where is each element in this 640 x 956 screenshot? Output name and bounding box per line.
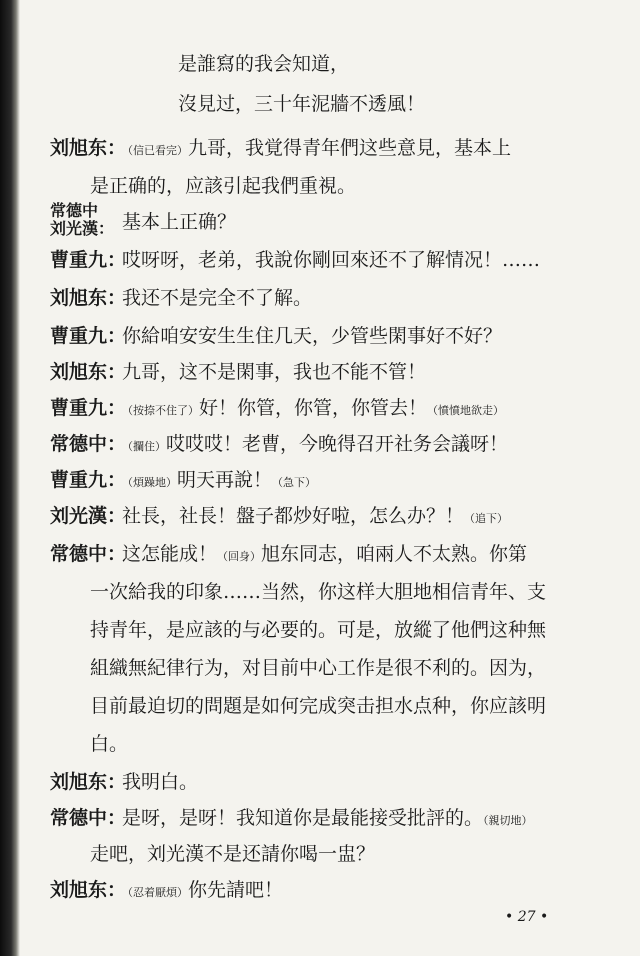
script-page (50, 52, 610, 912)
dialogue-line: （煩躁地）明天再說！（急下） (122, 469, 317, 491)
dialogue-line: （忍着厭煩）你先請吧！ (122, 879, 284, 901)
speaker-name: 曹重九： (50, 469, 127, 491)
dialogue-continuation: 是正确的，应該引起我們重視。 (90, 175, 357, 197)
speaker-name: 曹重九： (50, 397, 127, 419)
speaker-name-stacked (50, 202, 114, 238)
dialogue-continuation: 持青年，是应該的与必要的。可是，放縱了他們这种無 (90, 619, 547, 641)
dialogue-continuation: 一次給我的印象……当然，你这样大胆地相信青年、支 (90, 581, 547, 603)
dialogue-line: 九哥，这不是閑事，我也不能不管！ (122, 361, 427, 383)
stage-direction: （按捺不住了） (122, 404, 199, 417)
speaker-name: 常德中 (50, 201, 99, 220)
dialogue-line: 你給咱安安生生住几天，少管些閑事好不好？ (122, 325, 503, 347)
dialogue-continuation: 組織無紀律行为，对目前中心工作是很不利的。因为， (90, 657, 547, 679)
dialogue-line: （信已看完）九哥，我覚得青年們这些意見，基本上 (122, 137, 512, 159)
stage-direction: （信已看完） (122, 144, 188, 157)
book-binding-shadow (0, 0, 20, 956)
dialogue-line: 我还不是完全不了解。 (122, 287, 313, 309)
dialogue-line: 我明白。 (122, 771, 199, 793)
stage-direction: （憤憤地欲走） (427, 404, 505, 417)
speaker-name: 刘旭东： (50, 287, 127, 309)
dialogue-line: 哎呀呀，老弟，我說你剛回來还不了解情况！…… (122, 249, 541, 271)
dialogue-continuation: 目前最迫切的問題是如何完成突击担水点种，你应該明 (90, 695, 547, 717)
dialogue-continuation: 白。 (90, 733, 129, 755)
speaker-name: 刘旭东： (50, 879, 127, 901)
stage-direction: （回身） (217, 550, 262, 563)
dialogue-line: （按捺不住了）好！你管，你管，你管去！（憤憤地欲走） (122, 397, 505, 419)
dialogue-continuation: 走吧，刘光漢不是还請你喝一盅？ (90, 843, 376, 865)
page-number: • 27 • (505, 909, 549, 925)
speaker-name: 常德中： (50, 543, 127, 565)
stage-direction: （煩躁地） (122, 476, 177, 489)
speaker-name: 常德中： (50, 807, 127, 829)
speaker-name: 刘旭东： (50, 361, 127, 383)
stage-direction: （攔住） (122, 440, 166, 453)
stage-direction: （親切地） (483, 814, 533, 827)
speaker-name: 刘光漢： (50, 505, 127, 527)
stage-direction: （追下） (464, 512, 509, 525)
dialogue-line: 是呀，是呀！我知道你是最能接受批評的。（親切地） (122, 807, 533, 829)
speaker-name: 刘旭东： (50, 137, 127, 159)
speaker-name: 常德中： (50, 433, 127, 455)
poem-line: 是誰寫的我会知道， (178, 53, 350, 75)
stage-direction: （忍着厭煩） (122, 886, 188, 899)
speaker-name: 曹重九： (50, 249, 127, 271)
speaker-name: 曹重九： (50, 325, 127, 347)
dialogue-line: 基本上正确？ (122, 211, 237, 233)
dialogue-line: 这怎能成！（回身）旭东同志，咱兩人不太熟。你第 (122, 543, 528, 565)
speaker-name: 刘旭东： (50, 771, 127, 793)
dialogue-line: 社長，社長！盤子都炒好啦，怎么办？！（追下） (122, 505, 509, 527)
dialogue-line: （攔住）哎哎哎！老曹，今晚得召开社务会議呀！ (122, 433, 509, 455)
stage-direction: （急下） (272, 476, 317, 489)
speaker-name: 刘光漢： (50, 219, 115, 238)
poem-line: 沒見过，三十年泥牆不透風！ (178, 93, 426, 115)
